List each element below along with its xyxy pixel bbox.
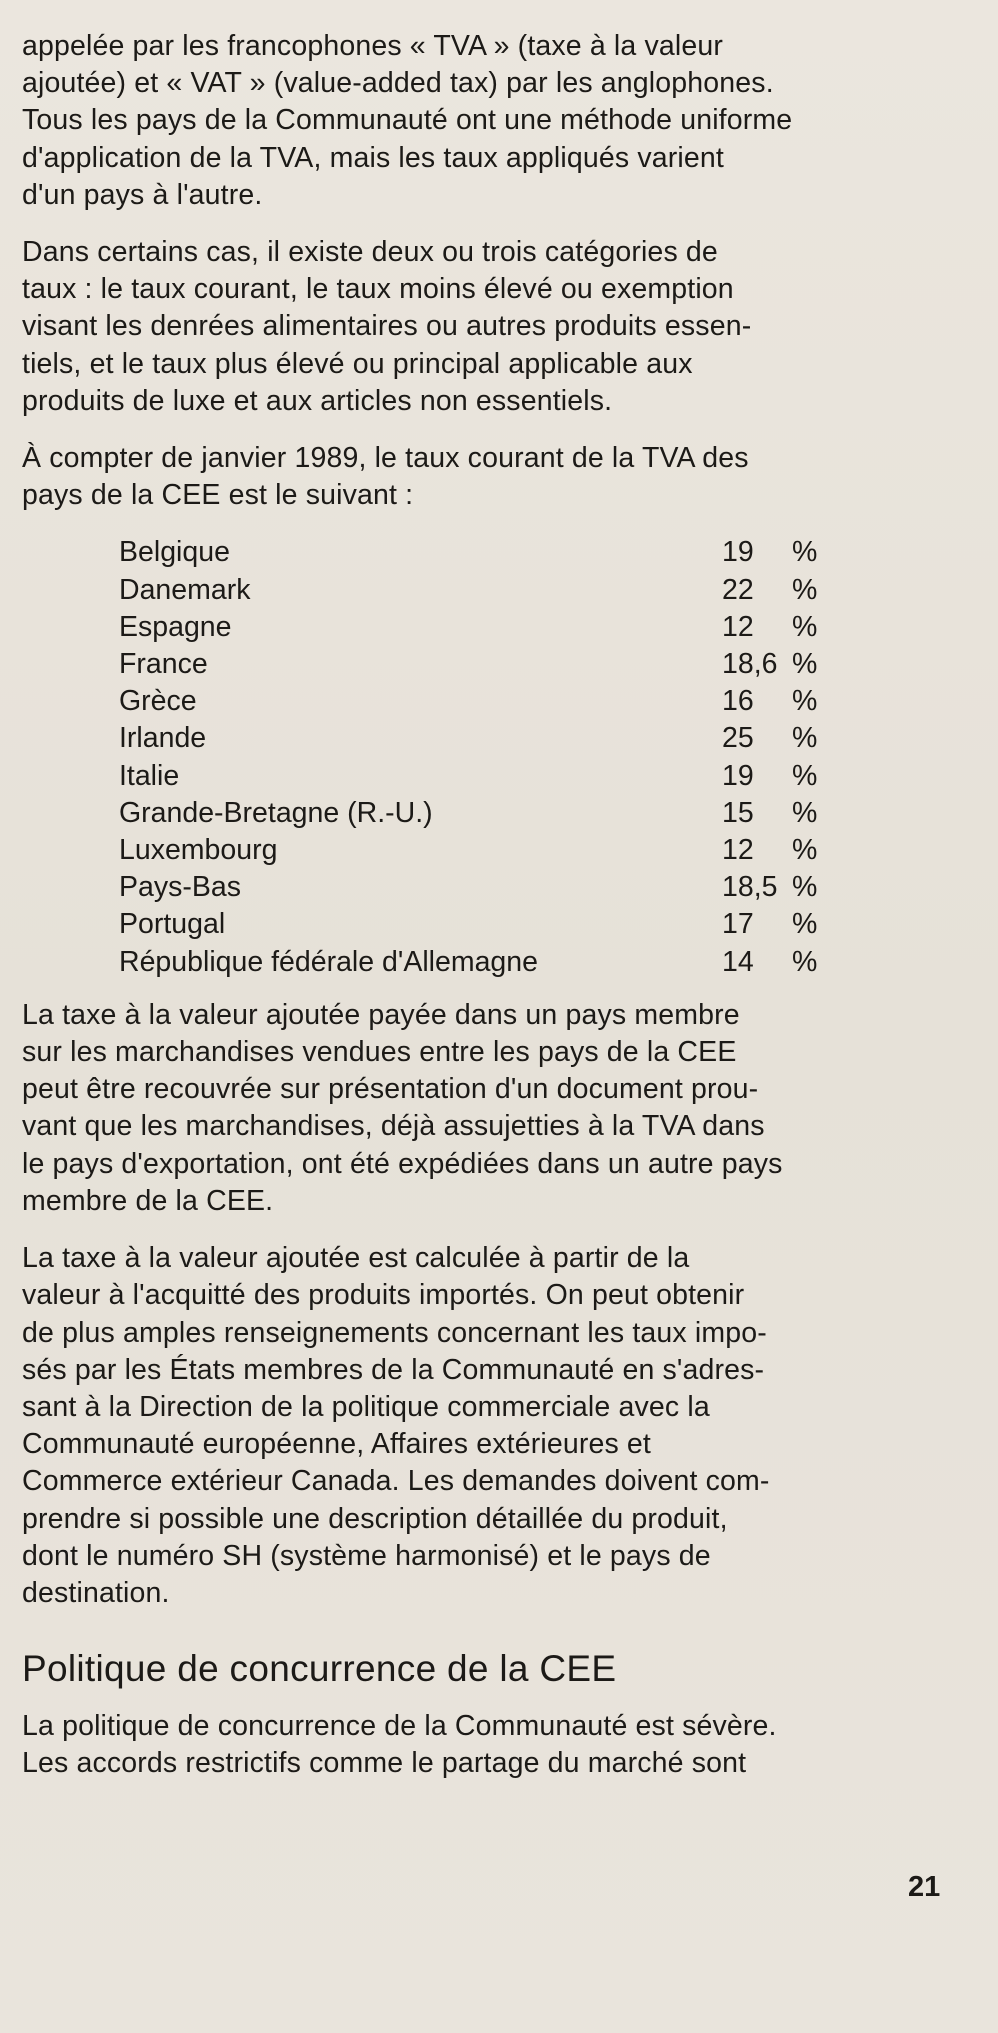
vat-rate-value: 12 (722, 834, 754, 867)
vat-rate-country: République fédérale d'Allemagne (119, 945, 538, 978)
vat-rate-unit: % (792, 536, 818, 569)
vat-rate-value: 18,5 (722, 871, 778, 904)
vat-rate-country: Pays-Bas (119, 871, 241, 904)
vat-rate-row (119, 534, 859, 571)
vat-rate-value: 12 (722, 610, 754, 643)
vat-rate-row (119, 795, 859, 832)
vat-rate-value: 16 (722, 685, 754, 718)
vat-rate-unit: % (792, 648, 818, 681)
vat-rate-row (119, 906, 859, 943)
vat-rate-unit: % (792, 908, 818, 941)
paragraph-rates-intro: À compter de janvier 1989, le taux courant de la TVA des pays de la CEE est le suivant : (22, 442, 749, 512)
vat-rate-country: Danemark (119, 573, 251, 606)
vat-rate-row (119, 832, 859, 869)
vat-rate-unit: % (792, 573, 818, 606)
vat-rates-table (119, 534, 859, 980)
vat-rate-value: 18,6 (722, 648, 778, 681)
vat-rate-unit: % (792, 722, 818, 755)
vat-rate-value: 15 (722, 796, 754, 829)
vat-rate-country: Espagne (119, 610, 232, 643)
paragraph-tax-calculation: La taxe à la valeur ajoutée est calculée à partir de la valeur à l'acquitté des produits importés. On peut obtenir de plus amples renseignements concernant les taux impo- sés par les États membres de la Communauté en s'adres- sant à la Direction de la politique commerciale avec la Communauté européenne, Affaires extérieures et Commerce extérieur Canada. Les demandes doivent com- prendre si possible une description détaillée du produit, dont le numéro SH (système harmonisé) et le pays de destination. (22, 1242, 770, 1609)
vat-rate-value: 14 (722, 945, 754, 978)
vat-rate-unit: % (792, 796, 818, 829)
paragraph-tax-recovery: La taxe à la valeur ajoutée payée dans un pays membre sur les marchandises vendues entre les pays de la CEE peut être recouvrée sur présentation d'un document prou- vant que les marchandises, déjà assujetties à la TVA dans le pays d'exportation, ont été expédiées dans un autre pays membre de la CEE. (22, 998, 783, 1217)
vat-rate-country: Italie (119, 759, 180, 792)
vat-rate-country: Grande-Bretagne (R.-U.) (119, 796, 433, 829)
page-number: 21 (908, 1871, 941, 1903)
vat-rate-unit: % (792, 834, 818, 867)
vat-rate-country: Irlande (119, 722, 207, 755)
vat-rate-value: 22 (722, 573, 754, 606)
vat-rate-row (119, 720, 859, 757)
vat-rate-country: Portugal (119, 908, 226, 941)
vat-rate-value: 25 (722, 722, 754, 755)
vat-rate-row (119, 869, 859, 906)
vat-rate-row (119, 572, 859, 609)
vat-rate-row (119, 683, 859, 720)
page-content (22, 28, 952, 1803)
vat-rate-unit: % (792, 945, 818, 978)
vat-rate-country: Grèce (119, 685, 197, 718)
vat-rate-value: 19 (722, 759, 754, 792)
vat-rate-country: Belgique (119, 536, 230, 569)
vat-rate-value: 19 (722, 536, 754, 569)
vat-rate-row (119, 758, 859, 795)
paragraph-tva-intro: appelée par les francophones « TVA » (taxe à la valeur ajoutée) et « VAT » (value-added tax) par les anglophones. Tous les pays de la Communauté ont une méthode uniforme d'application de la TVA, mais les taux appliqués varient d'un pays à l'autre. (22, 30, 793, 211)
vat-rate-unit: % (792, 759, 818, 792)
vat-rate-row (119, 944, 859, 981)
vat-rate-value: 17 (722, 908, 754, 941)
vat-rate-country: Luxembourg (119, 834, 278, 867)
paragraph-rate-categories: Dans certains cas, il existe deux ou trois catégories de taux : le taux courant, le taux moins élevé ou exemption visant les denrées alimentaires ou autres produits essen- tiels, et le taux plus élevé ou principal applicable aux produits de luxe et aux articles non essentiels. (22, 236, 752, 417)
vat-rate-unit: % (792, 685, 818, 718)
vat-rate-row (119, 609, 859, 646)
vat-rate-unit: % (792, 610, 818, 643)
vat-rate-unit: % (792, 871, 818, 904)
paragraph-competition-policy: La politique de concurrence de la Communauté est sévère. Les accords restrictifs comme le partage du marché sont (22, 1710, 777, 1780)
section-heading: Politique de concurrence de la CEE (22, 1648, 617, 1690)
vat-rate-row (119, 646, 859, 683)
vat-rate-country: France (119, 648, 208, 681)
